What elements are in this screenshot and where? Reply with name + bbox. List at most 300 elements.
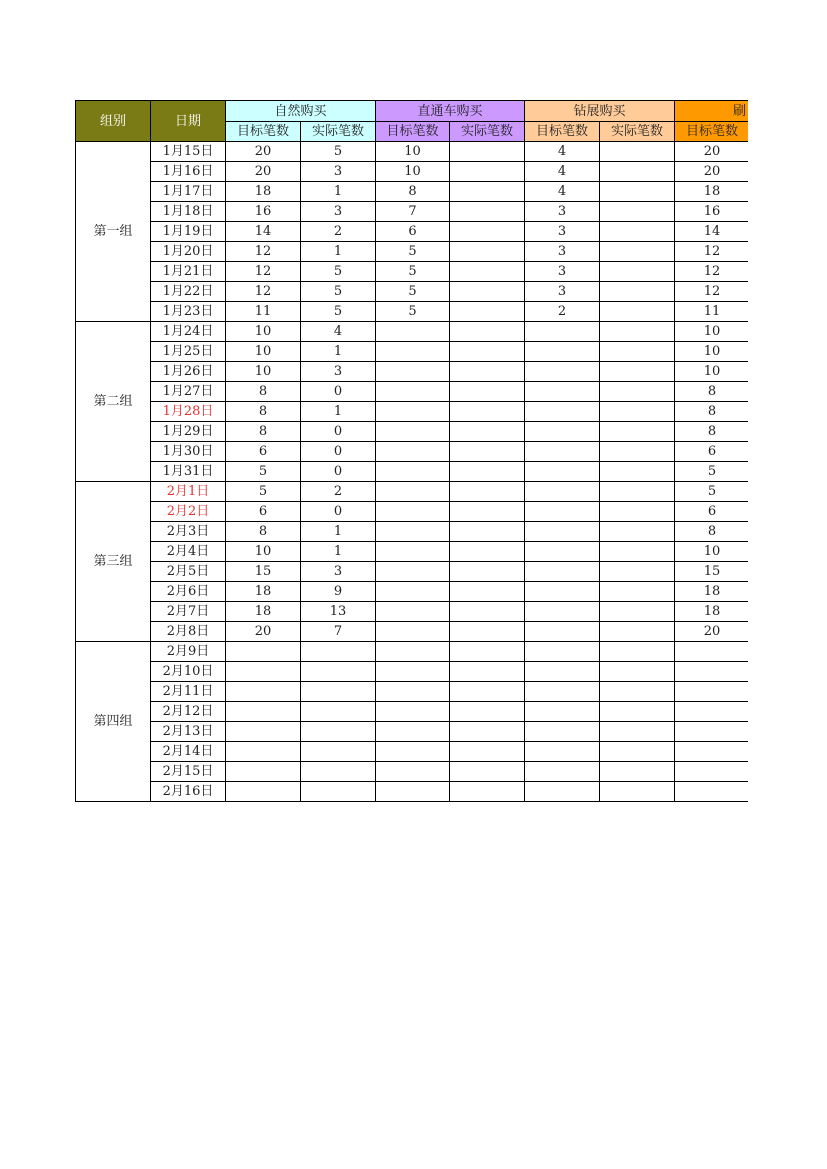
diamond-target-cell[interactable]: 3 [525,282,600,302]
diamond-target-cell[interactable] [525,722,600,742]
date-cell[interactable]: 2月1日 [151,482,226,502]
natural-target-cell[interactable]: 12 [226,242,301,262]
header-diamond-booth[interactable]: 钻展购买 [525,101,675,122]
diamond-target-cell[interactable] [525,582,600,602]
through-train-target-cell[interactable] [376,442,450,462]
natural-actual-cell[interactable] [301,682,376,702]
natural-target-cell[interactable]: 14 [226,222,301,242]
through-train-target-cell[interactable]: 5 [376,262,450,282]
brush-target-cell[interactable]: 8 [675,522,748,542]
date-cell[interactable]: 1月30日 [151,442,226,462]
header-through-target[interactable]: 目标笔数 [376,122,450,142]
diamond-actual-cell[interactable] [600,342,675,362]
natural-target-cell[interactable]: 11 [226,302,301,322]
through-train-actual-cell[interactable] [450,422,525,442]
date-cell[interactable]: 2月10日 [151,662,226,682]
natural-actual-cell[interactable] [301,762,376,782]
through-train-actual-cell[interactable] [450,582,525,602]
table-row [76,602,749,622]
natural-target-cell[interactable]: 10 [226,362,301,382]
table-row [76,542,749,562]
table-row [76,502,749,522]
brush-target-cell[interactable]: 18 [675,182,748,202]
through-train-actual-cell[interactable] [450,782,525,802]
brush-target-cell[interactable]: 8 [675,422,748,442]
natural-target-cell[interactable]: 8 [226,382,301,402]
date-cell[interactable]: 1月24日 [151,322,226,342]
diamond-target-cell[interactable] [525,422,600,442]
date-cell[interactable]: 2月8日 [151,622,226,642]
brush-target-cell[interactable] [675,702,748,722]
natural-target-cell[interactable]: 6 [226,502,301,522]
date-cell[interactable]: 1月15日 [151,142,226,162]
date-cell[interactable]: 2月15日 [151,762,226,782]
natural-target-cell[interactable]: 5 [226,482,301,502]
header-date-cell[interactable]: 日期 [151,101,226,142]
table-row [76,522,749,542]
natural-actual-cell[interactable]: 3 [301,162,376,182]
diamond-actual-cell[interactable] [600,182,675,202]
diamond-target-cell[interactable] [525,682,600,702]
diamond-actual-cell[interactable] [600,242,675,262]
diamond-target-cell[interactable] [525,362,600,382]
natural-actual-cell[interactable]: 9 [301,582,376,602]
table-row [76,162,749,182]
through-train-actual-cell[interactable] [450,162,525,182]
brush-target-cell[interactable]: 12 [675,262,748,282]
through-train-actual-cell[interactable] [450,722,525,742]
through-train-target-cell[interactable] [376,382,450,402]
diamond-actual-cell[interactable] [600,602,675,622]
diamond-target-cell[interactable] [525,402,600,422]
through-train-actual-cell[interactable] [450,482,525,502]
diamond-target-cell[interactable] [525,522,600,542]
natural-target-cell[interactable]: 10 [226,322,301,342]
natural-actual-cell[interactable] [301,782,376,802]
through-train-actual-cell[interactable] [450,242,525,262]
diamond-target-cell[interactable] [525,442,600,462]
brush-target-cell[interactable]: 10 [675,342,748,362]
brush-target-cell[interactable]: 6 [675,442,748,462]
diamond-target-cell[interactable]: 3 [525,222,600,242]
natural-actual-cell[interactable]: 7 [301,622,376,642]
diamond-target-cell[interactable] [525,482,600,502]
brush-target-cell[interactable] [675,782,748,802]
natural-actual-cell[interactable]: 0 [301,462,376,482]
through-train-actual-cell[interactable] [450,502,525,522]
diamond-actual-cell[interactable] [600,222,675,242]
diamond-actual-cell[interactable] [600,202,675,222]
through-train-actual-cell[interactable] [450,342,525,362]
diamond-actual-cell[interactable] [600,542,675,562]
diamond-target-cell[interactable]: 3 [525,262,600,282]
date-cell[interactable]: 1月16日 [151,162,226,182]
natural-actual-cell[interactable] [301,722,376,742]
natural-actual-cell[interactable]: 1 [301,242,376,262]
natural-target-cell[interactable]: 16 [226,202,301,222]
through-train-target-cell[interactable] [376,682,450,702]
diamond-target-cell[interactable] [525,502,600,522]
diamond-actual-cell[interactable] [600,522,675,542]
diamond-actual-cell[interactable] [600,622,675,642]
natural-target-cell[interactable]: 18 [226,182,301,202]
natural-actual-cell[interactable]: 0 [301,422,376,442]
through-train-target-cell[interactable] [376,722,450,742]
brush-target-cell[interactable]: 14 [675,222,748,242]
diamond-target-cell[interactable] [525,782,600,802]
through-train-target-cell[interactable] [376,542,450,562]
diamond-actual-cell[interactable] [600,162,675,182]
header-diamond-target[interactable]: 目标笔数 [525,122,600,142]
through-train-actual-cell[interactable] [450,442,525,462]
diamond-target-cell[interactable] [525,622,600,642]
date-cell[interactable]: 2月12日 [151,702,226,722]
through-train-actual-cell[interactable] [450,562,525,582]
diamond-target-cell[interactable]: 2 [525,302,600,322]
natural-target-cell[interactable]: 18 [226,582,301,602]
diamond-actual-cell[interactable] [600,302,675,322]
through-train-actual-cell[interactable] [450,682,525,702]
date-cell[interactable]: 1月27日 [151,382,226,402]
natural-target-cell[interactable]: 8 [226,522,301,542]
natural-actual-cell[interactable]: 1 [301,522,376,542]
brush-target-cell[interactable]: 20 [675,162,748,182]
natural-target-cell[interactable]: 6 [226,442,301,462]
table-row [76,282,749,302]
diamond-target-cell[interactable] [525,642,600,662]
diamond-target-cell[interactable] [525,322,600,342]
natural-actual-cell[interactable]: 1 [301,542,376,562]
header-group-cell[interactable]: 组别 [76,101,151,142]
natural-target-cell[interactable]: 8 [226,402,301,422]
diamond-actual-cell[interactable] [600,582,675,602]
diamond-target-cell[interactable] [525,542,600,562]
header-diamond-actual[interactable]: 实际笔数 [600,122,675,142]
through-train-actual-cell[interactable] [450,322,525,342]
natural-target-cell[interactable]: 20 [226,162,301,182]
diamond-actual-cell[interactable] [600,762,675,782]
brush-target-cell[interactable]: 10 [675,542,748,562]
date-cell[interactable]: 1月21日 [151,262,226,282]
natural-actual-cell[interactable] [301,642,376,662]
through-train-target-cell[interactable]: 7 [376,202,450,222]
natural-target-cell[interactable] [226,682,301,702]
table-row [76,242,749,262]
diamond-actual-cell[interactable] [600,482,675,502]
diamond-actual-cell[interactable] [600,682,675,702]
through-train-actual-cell[interactable] [450,402,525,422]
date-cell[interactable]: 2月4日 [151,542,226,562]
through-train-actual-cell[interactable] [450,222,525,242]
diamond-target-cell[interactable]: 4 [525,142,600,162]
diamond-actual-cell[interactable] [600,662,675,682]
through-train-target-cell[interactable]: 8 [376,182,450,202]
diamond-actual-cell[interactable] [600,462,675,482]
natural-target-cell[interactable]: 12 [226,262,301,282]
natural-actual-cell[interactable]: 0 [301,502,376,522]
brush-target-cell[interactable] [675,642,748,662]
date-cell[interactable]: 1月23日 [151,302,226,322]
brush-target-cell[interactable]: 18 [675,582,748,602]
through-train-actual-cell[interactable] [450,142,525,162]
through-train-target-cell[interactable] [376,462,450,482]
through-train-actual-cell[interactable] [450,622,525,642]
natural-target-cell[interactable]: 12 [226,282,301,302]
table-row [76,662,749,682]
natural-actual-cell[interactable]: 5 [301,142,376,162]
table-row [76,182,749,202]
diamond-actual-cell[interactable] [600,742,675,762]
through-train-target-cell[interactable]: 10 [376,142,450,162]
table-row [76,222,749,242]
through-train-actual-cell[interactable] [450,202,525,222]
natural-actual-cell[interactable]: 1 [301,342,376,362]
through-train-target-cell[interactable] [376,342,450,362]
header-natural-actual[interactable]: 实际笔数 [301,122,376,142]
table-row [76,642,749,662]
natural-target-cell[interactable] [226,702,301,722]
table-row [76,702,749,722]
through-train-actual-cell[interactable] [450,262,525,282]
diamond-actual-cell[interactable] [600,722,675,742]
diamond-actual-cell[interactable] [600,562,675,582]
through-train-actual-cell[interactable] [450,742,525,762]
diamond-actual-cell[interactable] [600,262,675,282]
natural-actual-cell[interactable]: 1 [301,402,376,422]
natural-target-cell[interactable] [226,722,301,742]
diamond-actual-cell[interactable] [600,402,675,422]
diamond-target-cell[interactable] [525,742,600,762]
natural-actual-cell[interactable]: 2 [301,482,376,502]
brush-target-cell[interactable]: 10 [675,362,748,382]
through-train-target-cell[interactable] [376,762,450,782]
natural-target-cell[interactable]: 20 [226,142,301,162]
date-cell[interactable]: 1月25日 [151,342,226,362]
table-row [76,442,749,462]
natural-target-cell[interactable]: 18 [226,602,301,622]
through-train-target-cell[interactable] [376,502,450,522]
natural-target-cell[interactable]: 8 [226,422,301,442]
diamond-target-cell[interactable] [525,702,600,722]
brush-target-cell[interactable]: 15 [675,562,748,582]
diamond-actual-cell[interactable] [600,282,675,302]
through-train-target-cell[interactable]: 5 [376,242,450,262]
header-through-train[interactable]: 直通车购买 [376,101,525,122]
natural-actual-cell[interactable]: 1 [301,182,376,202]
natural-target-cell[interactable]: 10 [226,542,301,562]
header-natural-purchase[interactable]: 自然购买 [226,101,376,122]
through-train-actual-cell[interactable] [450,382,525,402]
natural-target-cell[interactable]: 5 [226,462,301,482]
diamond-target-cell[interactable]: 3 [525,202,600,222]
brush-target-cell[interactable]: 20 [675,622,748,642]
header-brush-target[interactable]: 目标笔数 [675,122,748,142]
natural-target-cell[interactable] [226,782,301,802]
diamond-target-cell[interactable] [525,382,600,402]
through-train-actual-cell[interactable] [450,702,525,722]
table-body [76,142,749,802]
group-name-cell[interactable]: 第四组 [76,642,151,802]
date-cell[interactable]: 2月11日 [151,682,226,702]
through-train-actual-cell[interactable] [450,542,525,562]
date-cell[interactable]: 2月3日 [151,522,226,542]
brush-target-cell[interactable]: 5 [675,462,748,482]
diamond-target-cell[interactable] [525,562,600,582]
natural-actual-cell[interactable]: 5 [301,302,376,322]
table-row [76,342,749,362]
through-train-target-cell[interactable] [376,622,450,642]
diamond-actual-cell[interactable] [600,702,675,722]
natural-target-cell[interactable] [226,662,301,682]
date-cell[interactable]: 1月26日 [151,362,226,382]
diamond-target-cell[interactable] [525,662,600,682]
date-cell[interactable]: 2月16日 [151,782,226,802]
diamond-actual-cell[interactable] [600,382,675,402]
through-train-target-cell[interactable] [376,582,450,602]
brush-target-cell[interactable]: 5 [675,482,748,502]
through-train-target-cell[interactable] [376,742,450,762]
natural-actual-cell[interactable]: 4 [301,322,376,342]
brush-target-cell[interactable]: 6 [675,502,748,522]
through-train-actual-cell[interactable] [450,302,525,322]
diamond-target-cell[interactable]: 4 [525,162,600,182]
date-cell[interactable]: 2月6日 [151,582,226,602]
header-through-actual[interactable]: 实际笔数 [450,122,525,142]
through-train-actual-cell[interactable] [450,462,525,482]
diamond-target-cell[interactable] [525,462,600,482]
natural-actual-cell[interactable]: 5 [301,282,376,302]
brush-target-cell[interactable]: 16 [675,202,748,222]
date-cell[interactable]: 2月14日 [151,742,226,762]
natural-target-cell[interactable] [226,762,301,782]
through-train-target-cell[interactable]: 5 [376,282,450,302]
natural-actual-cell[interactable]: 0 [301,382,376,402]
natural-actual-cell[interactable]: 2 [301,222,376,242]
date-cell[interactable]: 1月28日 [151,402,226,422]
date-cell[interactable]: 1月18日 [151,202,226,222]
brush-target-cell[interactable]: 12 [675,282,748,302]
table-row [76,322,749,342]
diamond-target-cell[interactable] [525,602,600,622]
natural-target-cell[interactable]: 10 [226,342,301,362]
through-train-actual-cell[interactable] [450,602,525,622]
natural-actual-cell[interactable]: 0 [301,442,376,462]
through-train-target-cell[interactable]: 6 [376,222,450,242]
through-train-target-cell[interactable] [376,782,450,802]
natural-target-cell[interactable] [226,742,301,762]
brush-target-cell[interactable] [675,722,748,742]
diamond-actual-cell[interactable] [600,782,675,802]
brush-target-cell[interactable]: 11 [675,302,748,322]
brush-target-cell[interactable]: 8 [675,402,748,422]
diamond-target-cell[interactable]: 4 [525,182,600,202]
through-train-actual-cell[interactable] [450,282,525,302]
diamond-target-cell[interactable] [525,762,600,782]
date-cell[interactable]: 2月5日 [151,562,226,582]
diamond-target-cell[interactable]: 3 [525,242,600,262]
date-cell[interactable]: 2月13日 [151,722,226,742]
diamond-actual-cell[interactable] [600,442,675,462]
date-cell[interactable]: 2月9日 [151,642,226,662]
diamond-actual-cell[interactable] [600,642,675,662]
through-train-target-cell[interactable] [376,402,450,422]
header-brush[interactable]: 刷 [675,101,748,122]
date-cell[interactable]: 1月31日 [151,462,226,482]
through-train-target-cell[interactable]: 10 [376,162,450,182]
through-train-actual-cell[interactable] [450,662,525,682]
group-name-cell[interactable]: 第二组 [76,322,151,482]
diamond-target-cell[interactable] [525,342,600,362]
diamond-actual-cell[interactable] [600,362,675,382]
through-train-target-cell[interactable] [376,362,450,382]
through-train-actual-cell[interactable] [450,522,525,542]
through-train-actual-cell[interactable] [450,762,525,782]
diamond-actual-cell[interactable] [600,422,675,442]
through-train-target-cell[interactable] [376,662,450,682]
diamond-actual-cell[interactable] [600,142,675,162]
through-train-target-cell[interactable] [376,322,450,342]
through-train-target-cell[interactable] [376,562,450,582]
date-cell[interactable]: 2月7日 [151,602,226,622]
date-cell[interactable]: 1月17日 [151,182,226,202]
brush-target-cell[interactable] [675,742,748,762]
table-row [76,482,749,502]
brush-target-cell[interactable]: 20 [675,142,748,162]
through-train-target-cell[interactable] [376,522,450,542]
through-train-target-cell[interactable] [376,642,450,662]
natural-actual-cell[interactable]: 5 [301,262,376,282]
through-train-target-cell[interactable] [376,422,450,442]
date-cell[interactable]: 1月29日 [151,422,226,442]
diamond-actual-cell[interactable] [600,322,675,342]
date-cell[interactable]: 2月2日 [151,502,226,522]
natural-actual-cell[interactable]: 3 [301,562,376,582]
natural-target-cell[interactable] [226,642,301,662]
table-row [76,402,749,422]
date-cell[interactable]: 1月19日 [151,222,226,242]
brush-target-cell[interactable] [675,662,748,682]
through-train-target-cell[interactable] [376,702,450,722]
natural-actual-cell[interactable] [301,662,376,682]
natural-target-cell[interactable]: 20 [226,622,301,642]
natural-actual-cell[interactable]: 3 [301,202,376,222]
natural-target-cell[interactable]: 15 [226,562,301,582]
date-cell[interactable]: 1月20日 [151,242,226,262]
through-train-target-cell[interactable] [376,482,450,502]
brush-target-cell[interactable]: 10 [675,322,748,342]
through-train-actual-cell[interactable] [450,642,525,662]
natural-actual-cell[interactable] [301,702,376,722]
natural-actual-cell[interactable]: 13 [301,602,376,622]
brush-target-cell[interactable]: 18 [675,602,748,622]
natural-actual-cell[interactable]: 3 [301,362,376,382]
through-train-target-cell[interactable]: 5 [376,302,450,322]
through-train-actual-cell[interactable] [450,182,525,202]
natural-actual-cell[interactable] [301,742,376,762]
brush-target-cell[interactable] [675,762,748,782]
brush-target-cell[interactable]: 12 [675,242,748,262]
brush-target-cell[interactable]: 8 [675,382,748,402]
diamond-actual-cell[interactable] [600,502,675,522]
brush-target-cell[interactable] [675,682,748,702]
through-train-actual-cell[interactable] [450,362,525,382]
date-cell[interactable]: 1月22日 [151,282,226,302]
through-train-target-cell[interactable] [376,602,450,622]
group-name-cell[interactable]: 第一组 [76,142,151,322]
table-row [76,562,749,582]
header-natural-target[interactable]: 目标笔数 [226,122,301,142]
group-name-cell[interactable]: 第三组 [76,482,151,642]
